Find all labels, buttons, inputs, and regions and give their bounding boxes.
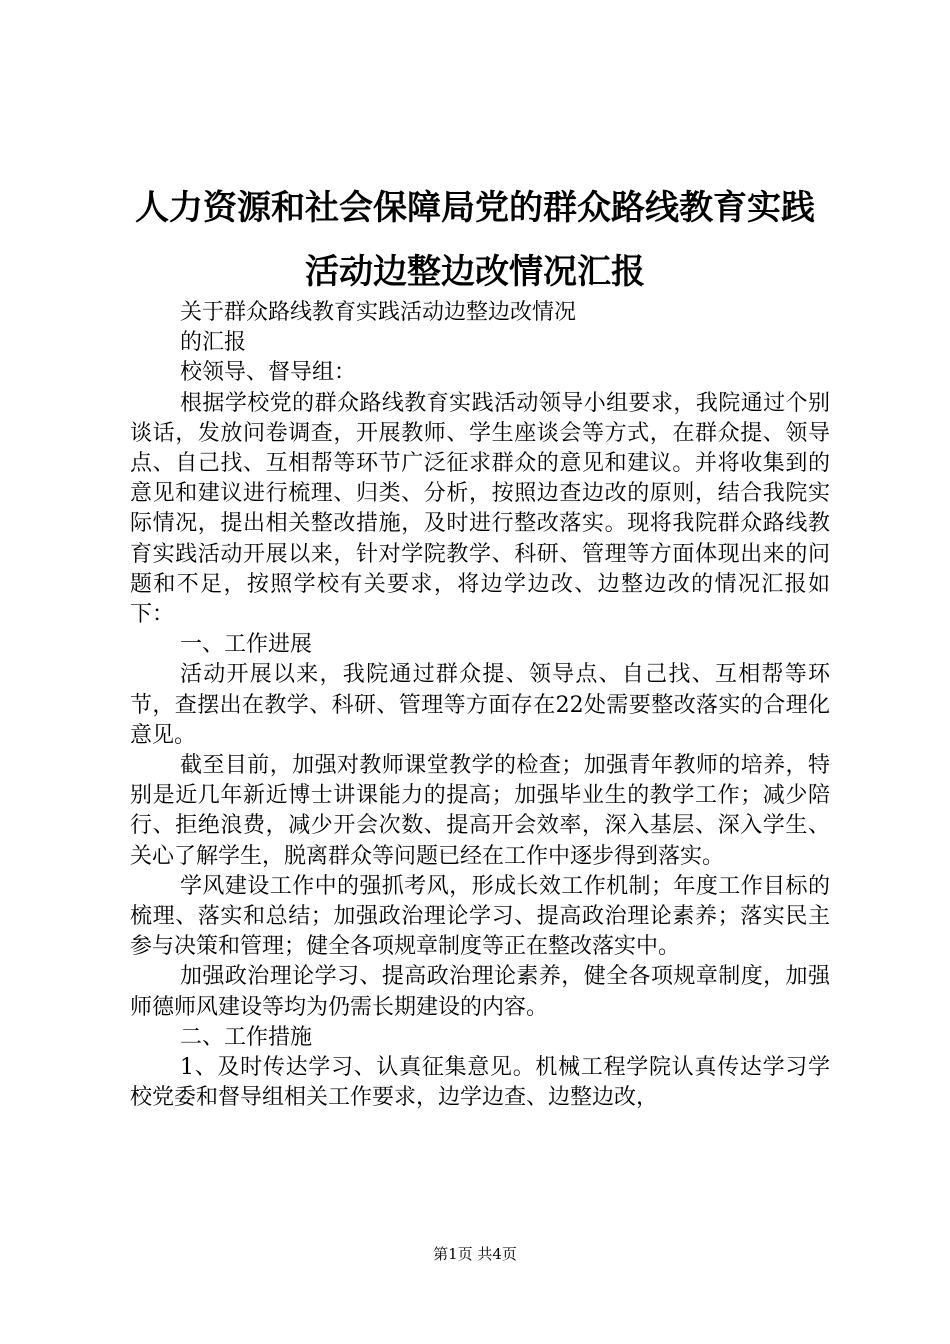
salutation: 校领导、督导组：: [180, 360, 357, 386]
paragraph-intro: 根据学校党的群众路线教育实践活动领导小组要求，我院通过个别谈话，发放问卷调查，开展教师、学生座谈会等方式，在群众提、领导点、自己找、互相帮等环节广泛征求群众的意见和建议。并将收集到的意见和建议进行梳理、归类、分析，按照边查边改的原则，结合我院实际情况，提出相关整改措施，及时进行整改落实。现将我院群众路线教育实践活动开展以来，针对学院教学、科研、管理等方面体现出来的问题和不足，按照学校有关要求，将边学边改、边整边改的情况汇报如下：: [130, 390, 830, 628]
paragraph-progress-2: 截至目前，加强对教师课堂教学的检查；加强青年教师的培养，特别是近几年新近博士讲课能力的提高；加强毕业生的教学工作；减少陪行、拒绝浪费，减少开会次数、提高开会效率，深入基层、深入学生、关心了解学生，脱离群众等问题已经在工作中逐步得到落实。: [130, 753, 830, 869]
document-body: [130, 298, 830, 1113]
paragraph-progress-4: 加强政治理论学习、提高政治理论素养，健全各项规章制度，加强师德师风建设等均为仍需长期建设的内容。: [130, 964, 830, 1020]
document-title-line-1: 人力资源和社会保障局党的群众路线教育实践: [135, 188, 815, 228]
section-heading-measures: 二、工作措施: [180, 1024, 313, 1050]
page-footer: 第1页 共4页: [433, 1245, 517, 1263]
section-heading-progress: 一、工作进展: [180, 632, 313, 658]
subtitle-line-2: 的汇报: [180, 330, 247, 356]
paragraph-progress-3: 学风建设工作中的强抓考风，形成长效工作机制；年度工作目标的梳理、落实和总结；加强政治理论学习、提高政治理论素养；落实民主参与决策和管理；健全各项规章制度等正在整改落实中。: [130, 873, 830, 960]
subtitle-line-1: 关于群众路线教育实践活动边整边改情况: [180, 300, 577, 325]
document-title-line-2: 活动边整边改情况汇报: [305, 252, 645, 292]
paragraph-progress-1: 活动开展以来，我院通过群众提、领导点、自己找、互相帮等环节，查摆出在教学、科研、管理等方面存在22处需要整改落实的合理化意见。: [130, 662, 830, 748]
paragraph-measures-1: 1、及时传达学习、认真征集意见。机械工程学院认真传达学习学校党委和督导组相关工作要求，边学边查、边整边改，: [130, 1055, 830, 1111]
